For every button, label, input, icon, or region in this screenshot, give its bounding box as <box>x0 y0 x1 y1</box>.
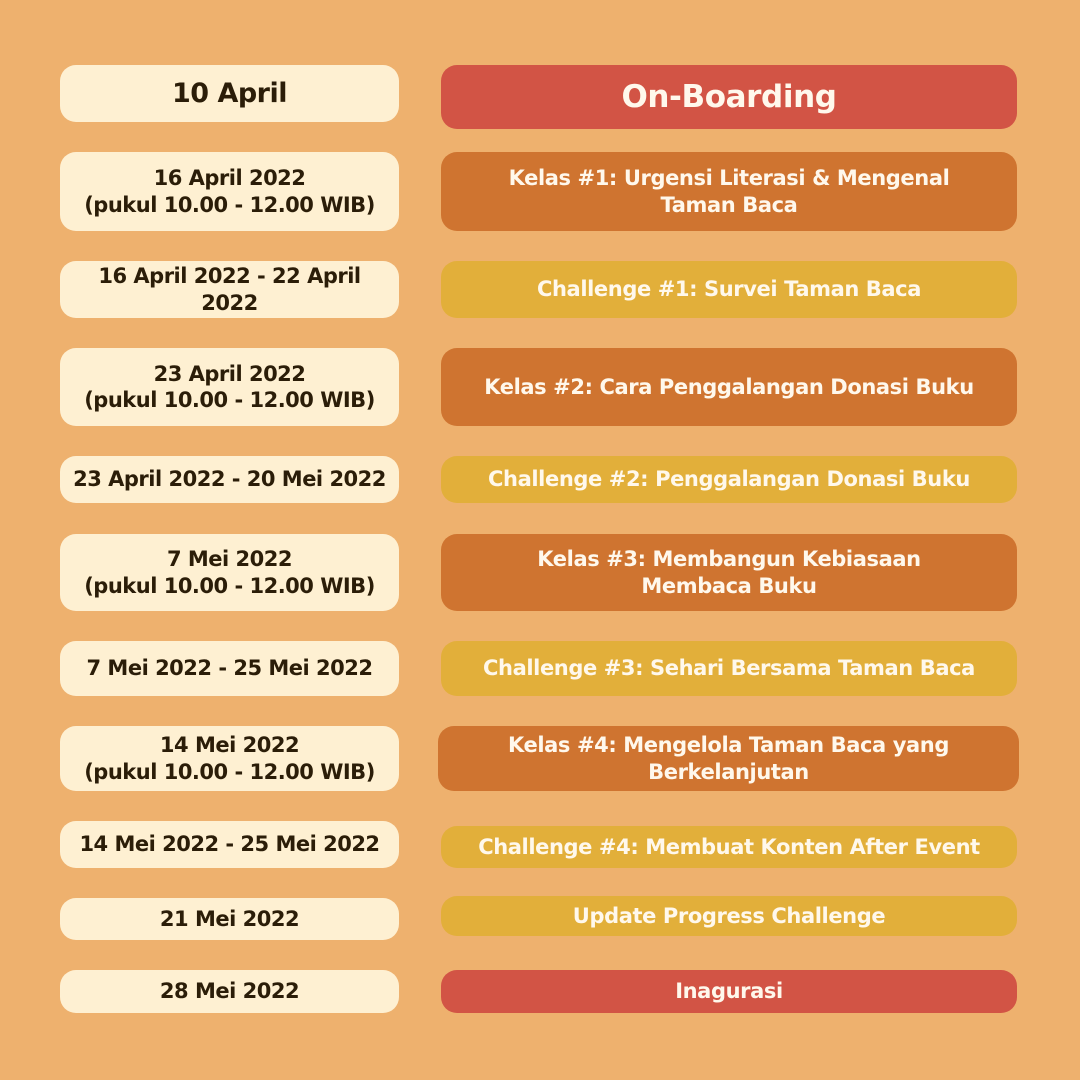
date-pill: 23 April 2022 - 20 Mei 2022 <box>60 456 399 503</box>
event-pill-kelas-2: Kelas #2: Cara Penggalangan Donasi Buku <box>441 348 1017 426</box>
event-pill-challenge-2: Challenge #2: Penggalangan Donasi Buku <box>441 456 1017 503</box>
date-pill: 7 Mei 2022 - 25 Mei 2022 <box>60 641 399 696</box>
date-pill: 14 Mei 2022 - 25 Mei 2022 <box>60 821 399 868</box>
event-pill-challenge-1: Challenge #1: Survei Taman Baca <box>441 261 1017 318</box>
date-pill: 14 Mei 2022 (pukul 10.00 - 12.00 WIB) <box>60 726 399 791</box>
date-pill: 16 April 2022 - 22 April 2022 <box>60 261 399 318</box>
date-pill: 21 Mei 2022 <box>60 898 399 940</box>
event-pill-challenge-4: Challenge #4: Membuat Konten After Event <box>441 826 1017 868</box>
event-pill-kelas-3: Kelas #3: Membangun Kebiasaan Membaca Buku <box>441 534 1017 611</box>
event-pill-kelas-1: Kelas #1: Urgensi Literasi & Mengenal Taman Baca <box>441 152 1017 231</box>
event-pill-kelas-4: Kelas #4: Mengelola Taman Baca yang Berkelanjutan <box>438 726 1019 791</box>
event-pill-onboarding: On-Boarding <box>441 65 1017 129</box>
date-pill: 10 April <box>60 65 399 122</box>
event-pill-inagurasi: Inagurasi <box>441 970 1017 1013</box>
date-pill: 28 Mei 2022 <box>60 970 399 1013</box>
date-pill: 23 April 2022 (pukul 10.00 - 12.00 WIB) <box>60 348 399 426</box>
event-pill-update-progress: Update Progress Challenge <box>441 896 1017 936</box>
date-pill: 7 Mei 2022 (pukul 10.00 - 12.00 WIB) <box>60 534 399 611</box>
date-pill: 16 April 2022 (pukul 10.00 - 12.00 WIB) <box>60 152 399 231</box>
event-pill-challenge-3: Challenge #3: Sehari Bersama Taman Baca <box>441 641 1017 696</box>
